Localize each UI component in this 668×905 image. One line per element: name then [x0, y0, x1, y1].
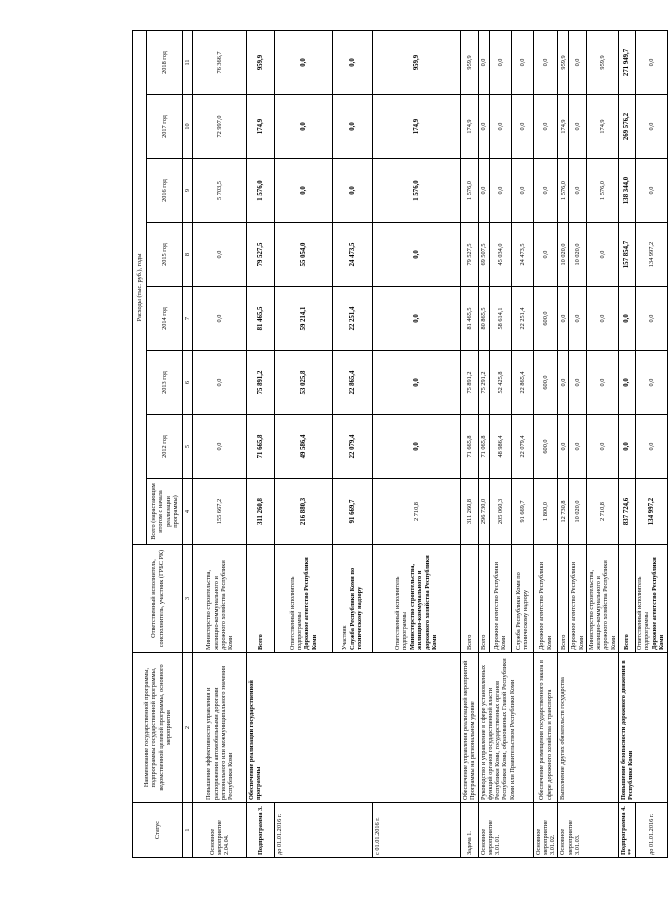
value-cell: 0,0 [636, 287, 667, 351]
status-cell: Задача 1. [461, 803, 478, 858]
value-cell: 0,0 [558, 415, 569, 479]
value-cell: 600,0 [533, 415, 558, 479]
value-cell: 69 507,5 [478, 223, 489, 287]
executor-cell: Всего [618, 545, 635, 653]
value-cell: 0,0 [193, 415, 247, 479]
name-cell: Руководство и управление в сфере установленных функций органов государственной власти Республики Коми, государственных органов Республики Коми, образованных Главой Республики Коми или Правительством Республики Коми [478, 653, 533, 803]
value-cell: 22 251,4 [511, 287, 533, 351]
value-cell: 0,0 [586, 287, 618, 351]
executor-cell [333, 545, 373, 653]
year-header: 2012 год [147, 415, 183, 479]
value-cell: 45 034,0 [489, 223, 511, 287]
value-cell: 0,0 [586, 415, 618, 479]
value-cell: 959,9 [373, 30, 461, 94]
value-cell: 1 576,0 [373, 159, 461, 223]
value-cell: 0,0 [569, 30, 586, 94]
expenses-header: Расходы (тыс. руб.), годы [133, 30, 147, 544]
executor-name: Дорожное агентство Республики Коми [651, 557, 666, 650]
value-cell: 71 665,8 [247, 415, 275, 479]
value-cell: 0,0 [569, 159, 586, 223]
value-cell: 0,0 [586, 351, 618, 415]
value-cell: 600,0 [533, 287, 558, 351]
value-cell: 53 025,8 [275, 351, 333, 415]
col-number: 8 [183, 223, 193, 287]
executor-cell [373, 545, 461, 653]
total-header: Всего (нарастающим итогом с начала реализации программы) [147, 479, 183, 545]
value-cell: 0,0 [533, 223, 558, 287]
value-cell: 0,0 [373, 223, 461, 287]
value-cell: 0,0 [275, 30, 333, 94]
name-cell: Повышение эффективности управления и распоряжения автомобильными дорогами регионального или межмуниципального значения Республики Коми [193, 653, 247, 803]
table-row [247, 30, 275, 857]
value-cell: 49 586,4 [275, 415, 333, 479]
value-cell: 0,0 [333, 30, 373, 94]
status-cell: Подпрограмма 3. [247, 803, 275, 858]
status-cell: до 01.01.2016 г. [636, 803, 667, 858]
name-cell: Выполнение других обязательств государства [558, 653, 618, 803]
value-cell: 0,0 [636, 159, 667, 223]
table-row [533, 30, 558, 857]
year-header: 2013 год [147, 351, 183, 415]
value-cell: 76 366,7 [193, 30, 247, 94]
value-cell: 837 724,6 [618, 479, 635, 545]
column-number-row [183, 30, 193, 857]
status-header: Статус [133, 803, 183, 858]
executor-cell: Всего [558, 545, 569, 653]
value-cell: 81 465,5 [461, 287, 478, 351]
status-cell: с 01.01.2016 г. [373, 803, 461, 858]
value-cell: 0,0 [193, 351, 247, 415]
col-number: 7 [183, 287, 193, 351]
value-cell: 48 986,4 [489, 415, 511, 479]
value-cell: 134 997,2 [636, 223, 667, 287]
value-cell: 174,9 [247, 95, 275, 159]
status-cell: Основное мероприятие 3.01.01. [478, 803, 533, 858]
value-cell: 12 730,8 [558, 479, 569, 545]
value-cell: 600,0 [533, 351, 558, 415]
status-cell: Основное мероприятие 3.01.03. [558, 803, 618, 858]
value-cell: 71 665,8 [461, 415, 478, 479]
executor-cell [275, 545, 333, 653]
col-number: 10 [183, 95, 193, 159]
value-cell: 205 060,3 [489, 479, 511, 545]
value-cell: 58 614,1 [489, 287, 511, 351]
value-cell: 0,0 [618, 351, 635, 415]
value-cell: 22 079,4 [511, 415, 533, 479]
value-cell: 157 854,7 [618, 223, 635, 287]
value-cell: 0,0 [533, 95, 558, 159]
value-cell: 80 865,5 [478, 287, 489, 351]
value-cell: 0,0 [636, 95, 667, 159]
value-cell: 0,0 [373, 415, 461, 479]
value-cell: 75 891,2 [247, 351, 275, 415]
executor-cell: Всего [461, 545, 478, 653]
value-cell: 1 576,0 [586, 159, 618, 223]
value-cell: 22 865,4 [333, 351, 373, 415]
name-cell: Обеспечение размещения государственного заказа в сфере дорожного хозяйства и транспорта [533, 653, 558, 803]
year-header: 2014 год [147, 287, 183, 351]
table-row [558, 30, 569, 857]
value-cell: 0,0 [618, 287, 635, 351]
executor-label: Участник [342, 625, 349, 650]
executor-cell: Дорожное агентство Республики Коми [569, 545, 586, 653]
value-cell: 311 260,8 [461, 479, 478, 545]
value-cell: 0,0 [618, 415, 635, 479]
value-cell: 0,0 [558, 351, 569, 415]
table-row [193, 30, 247, 857]
col-number: 11 [183, 30, 193, 94]
value-cell: 1 576,0 [461, 159, 478, 223]
name-header: Наименование государственной программы, подпрограммы государственной программы, ведомственной целевой программы, основного мероприятия [133, 653, 183, 803]
executor-cell: Дорожное агентство Республики Коми [489, 545, 511, 653]
value-cell: 55 054,0 [275, 223, 333, 287]
value-cell: 0,0 [489, 159, 511, 223]
status-cell: Основное мероприятие 2.04.04. [193, 803, 247, 858]
value-cell: 0,0 [533, 159, 558, 223]
value-cell: 75 891,2 [461, 351, 478, 415]
executor-cell: Служба Республики Коми по техническому надзору [511, 545, 533, 653]
value-cell: 0,0 [569, 95, 586, 159]
table-row [478, 30, 489, 857]
value-cell: 24 473,5 [333, 223, 373, 287]
executor-cell: Дорожное агентство Республики Коми [533, 545, 558, 653]
value-cell: 1 576,0 [247, 159, 275, 223]
value-cell: 52 425,8 [489, 351, 511, 415]
executor-cell: Министерство строительства, жилищно-коммунального и дорожного хозяйства Республики Коми [193, 545, 247, 653]
name-cell: Повышение безопасности дорожного движения в Республике Коми [618, 653, 667, 803]
name-cell: Обеспечение реализации государственной программы [247, 653, 461, 803]
col-number: 9 [183, 159, 193, 223]
value-cell: 59 214,1 [275, 287, 333, 351]
executor-cell [636, 545, 667, 653]
table-row [618, 30, 635, 857]
value-cell: 10 020,0 [558, 223, 569, 287]
col-number: 5 [183, 415, 193, 479]
value-cell: 296 730,0 [478, 479, 489, 545]
value-cell: 10 020,0 [569, 223, 586, 287]
value-cell: 0,0 [586, 223, 618, 287]
value-cell: 0,0 [333, 95, 373, 159]
value-cell: 138 344,0 [618, 159, 635, 223]
value-cell: 134 997,2 [636, 479, 667, 545]
executor-label: Ответственный исполнитель подпрограммы [395, 576, 409, 650]
header-row-1 [133, 30, 147, 857]
value-cell: 174,9 [461, 95, 478, 159]
name-cell: Обеспечение управления реализацией мероприятий Программы на региональном уровне [461, 653, 478, 803]
value-cell: 10 020,0 [569, 479, 586, 545]
status-cell: до 01.01.2016 г. [275, 803, 373, 858]
value-cell: 174,9 [586, 95, 618, 159]
value-cell: 0,0 [373, 351, 461, 415]
col-number: 2 [183, 653, 193, 803]
executor-header: Ответственный исполнитель, соисполнитель, участник (ГРБС РК) [133, 545, 183, 653]
value-cell: 1 576,0 [558, 159, 569, 223]
value-cell: 81 465,5 [247, 287, 275, 351]
value-cell: 0,0 [373, 287, 461, 351]
value-cell: 2 710,8 [586, 479, 618, 545]
value-cell: 959,9 [461, 30, 478, 94]
value-cell: 5 703,5 [193, 159, 247, 223]
value-cell: 0,0 [478, 95, 489, 159]
value-cell: 0,0 [511, 30, 533, 94]
value-cell: 0,0 [636, 351, 667, 415]
value-cell: 155 667,2 [193, 479, 247, 545]
value-cell: 959,9 [558, 30, 569, 94]
value-cell: 216 880,3 [275, 479, 333, 545]
rotated-table-page [132, 31, 666, 858]
value-cell: 0,0 [478, 30, 489, 94]
value-cell: 22 865,4 [511, 351, 533, 415]
value-cell: 0,0 [569, 351, 586, 415]
value-cell: 0,0 [478, 159, 489, 223]
year-header: 2016 год [147, 159, 183, 223]
col-number: 6 [183, 351, 193, 415]
value-cell: 0,0 [511, 95, 533, 159]
value-cell: 75 291,2 [478, 351, 489, 415]
value-cell: 0,0 [569, 415, 586, 479]
value-cell: 269 576,2 [618, 95, 635, 159]
executor-cell: Всего [247, 545, 275, 653]
value-cell: 174,9 [373, 95, 461, 159]
value-cell: 0,0 [533, 30, 558, 94]
value-cell: 271 949,7 [618, 30, 635, 94]
value-cell: 0,0 [333, 159, 373, 223]
value-cell: 959,9 [247, 30, 275, 94]
value-cell: 0,0 [193, 287, 247, 351]
value-cell: 0,0 [489, 30, 511, 94]
year-header: 2018 год [147, 30, 183, 94]
value-cell: 0,0 [569, 287, 586, 351]
value-cell: 79 527,5 [247, 223, 275, 287]
executor-label: Ответственный исполнитель подпрограммы [289, 576, 303, 650]
executor-label: Ответственный исполнитель подпрограммы [637, 576, 651, 650]
value-cell: 22 079,4 [333, 415, 373, 479]
value-cell: 91 669,7 [333, 479, 373, 545]
value-cell: 24 473,5 [511, 223, 533, 287]
value-cell: 174,9 [558, 95, 569, 159]
value-cell: 0,0 [636, 415, 667, 479]
col-number: 1 [183, 803, 193, 858]
status-cell: Основное мероприятие 3.01.02. [533, 803, 558, 858]
value-cell: 959,9 [586, 30, 618, 94]
executor-cell: Всего [478, 545, 489, 653]
value-cell: 0,0 [558, 287, 569, 351]
executor-name: Дорожное агентство Республики Коми [303, 557, 318, 650]
value-cell: 72 997,0 [193, 95, 247, 159]
value-cell: 0,0 [511, 159, 533, 223]
value-cell: 79 527,5 [461, 223, 478, 287]
col-number: 3 [183, 545, 193, 653]
value-cell: 311 260,8 [247, 479, 275, 545]
value-cell: 91 669,7 [511, 479, 533, 545]
value-cell: 0,0 [275, 159, 333, 223]
value-cell: 0,0 [636, 30, 667, 94]
value-cell: 22 251,4 [333, 287, 373, 351]
year-header: 2015 год [147, 223, 183, 287]
value-cell: 2 710,8 [373, 479, 461, 545]
value-cell: 0,0 [193, 223, 247, 287]
executor-name: Министерство строительства, жилищно-коммунального и дорожного хозяйства Республики Коми [409, 555, 438, 650]
status-cell: Подпрограмма 4. ** [618, 803, 635, 858]
executor-cell: Министерство строительства, жилищно-коммунального и дорожного хозяйства Республики Коми [586, 545, 618, 653]
expenses-table [132, 30, 668, 858]
table-row [461, 30, 478, 857]
value-cell: 1 800,0 [533, 479, 558, 545]
value-cell: 0,0 [489, 95, 511, 159]
col-number: 4 [183, 479, 193, 545]
year-header: 2017 год [147, 95, 183, 159]
value-cell: 71 065,8 [478, 415, 489, 479]
executor-name: Служба Республики Коми по техническому надзору [348, 567, 364, 650]
value-cell: 0,0 [275, 95, 333, 159]
